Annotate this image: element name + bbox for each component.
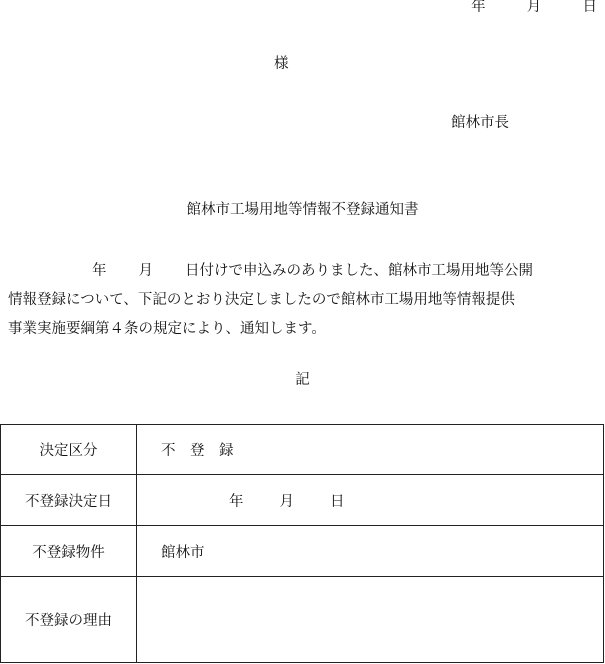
- row-value-decision-type: 不 登 録: [137, 425, 604, 475]
- issue-date: [471, 0, 597, 15]
- decision-date-day: 日: [330, 493, 345, 510]
- body-year: 年: [92, 263, 107, 279]
- document-title: 館林市工場用地等情報不登録通知書: [186, 202, 419, 218]
- body-paragraph: [8, 257, 598, 344]
- decision-date-year: 年: [229, 493, 244, 510]
- row-value-decision-date: [137, 475, 604, 526]
- table-row: [1, 577, 604, 663]
- issue-date-day: 日: [582, 0, 597, 15]
- body-month: 月: [138, 263, 153, 279]
- addressee-suffix: 様: [274, 56, 289, 72]
- body-line-1: [8, 257, 598, 286]
- body-line-2: 情報登録について、下記のとおり決定しましたので館林市工場用地等情報提供: [8, 292, 515, 308]
- row-label-decision-date: 不登録決定日: [1, 475, 137, 526]
- issue-date-month: 月: [526, 0, 542, 15]
- body-line-1-rest: 日付けで申込みのありました、館林市工場用地等公開: [185, 263, 533, 279]
- row-value-property: 館林市: [137, 526, 604, 577]
- table-row: [1, 526, 604, 577]
- decision-date-month: 月: [279, 493, 294, 510]
- decision-table: [0, 424, 604, 663]
- row-value-reason: [137, 577, 604, 663]
- ki-heading: 記: [295, 372, 310, 388]
- issuer-name: 館林市長: [451, 115, 509, 131]
- row-label-decision-type: 決定区分: [1, 425, 137, 475]
- row-label-reason: 不登録の理由: [1, 577, 137, 663]
- table-row: [1, 425, 604, 475]
- issue-date-year: 年: [471, 0, 486, 15]
- body-line-3: 事業実施要綱第４条の規定により、通知します。: [8, 321, 326, 337]
- table-row: [1, 475, 604, 526]
- row-label-property: 不登録物件: [1, 526, 137, 577]
